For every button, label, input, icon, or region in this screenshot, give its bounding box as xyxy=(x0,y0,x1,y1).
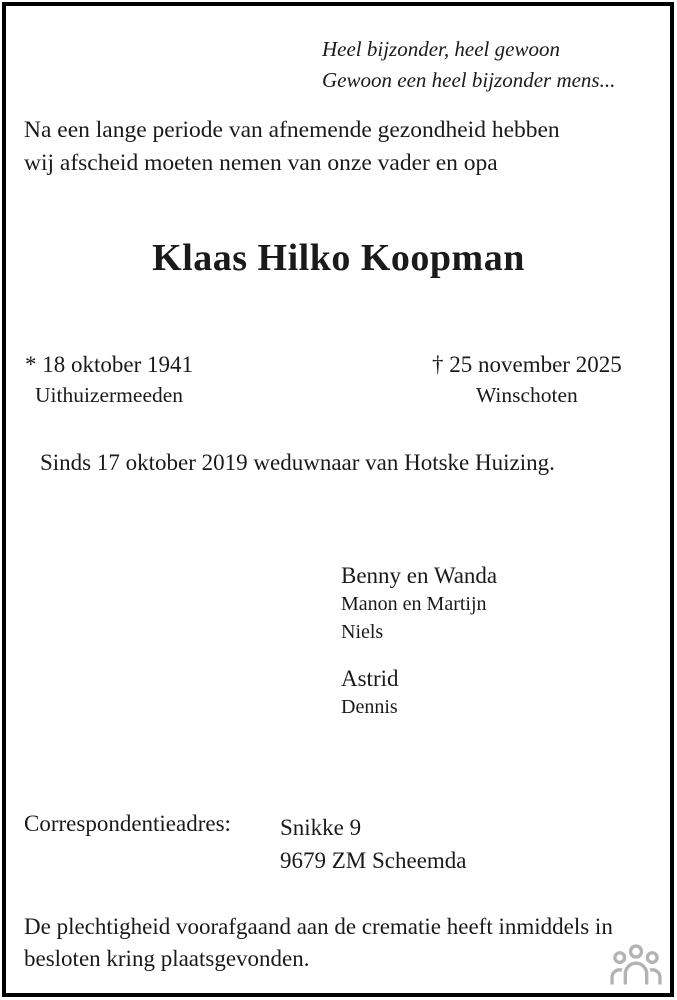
intro-text-line: Na een lange periode van afnemende gezondheid hebben xyxy=(24,117,560,143)
family-member: Manon en Martijn xyxy=(341,593,487,615)
intro-text xyxy=(24,114,560,180)
correspondence-address xyxy=(280,811,467,877)
closing-note xyxy=(24,911,613,975)
closing-note-line: besloten kring plaatsgevonden. xyxy=(24,946,310,971)
family-group-icon xyxy=(610,944,662,986)
family-group-spacer xyxy=(341,646,497,664)
birth-place: Uithuizermeeden xyxy=(34,383,184,407)
family-group xyxy=(341,664,497,721)
family-member: Benny en Wanda xyxy=(341,563,498,588)
family-member: Astrid xyxy=(341,666,399,691)
death-place: Winschoten xyxy=(475,383,578,407)
closing-note-line: De plechtigheid voorafgaand aan de crematie heeft inmiddels in xyxy=(24,914,613,939)
correspondence-address-line: Snikke 9 xyxy=(280,815,362,840)
birth-info xyxy=(25,349,193,411)
family-group xyxy=(341,561,497,646)
widower-note: Sinds 17 oktober 2019 weduwnaar van Hotske Huizing. xyxy=(40,450,555,475)
deceased-name: Klaas Hilko Koopman xyxy=(152,237,525,279)
intro-text-line: wij afscheid moeten nemen van onze vader en opa xyxy=(24,150,498,176)
birth-date: * 18 oktober 1941 xyxy=(25,352,194,377)
family-member: Niels xyxy=(341,621,384,643)
memorial-quote-line: Gewoon een heel bijzonder mens... xyxy=(322,68,616,92)
death-info xyxy=(432,349,622,411)
correspondence-label: Correspondentieadres: xyxy=(24,811,231,836)
family-member: Dennis xyxy=(341,696,398,718)
death-date: † 25 november 2025 xyxy=(432,352,622,377)
memorial-quote xyxy=(322,34,615,96)
correspondence-address-line: 9679 ZM Scheemda xyxy=(280,848,467,873)
family-names xyxy=(341,561,497,721)
memorial-quote-line: Heel bijzonder, heel gewoon xyxy=(322,37,560,61)
